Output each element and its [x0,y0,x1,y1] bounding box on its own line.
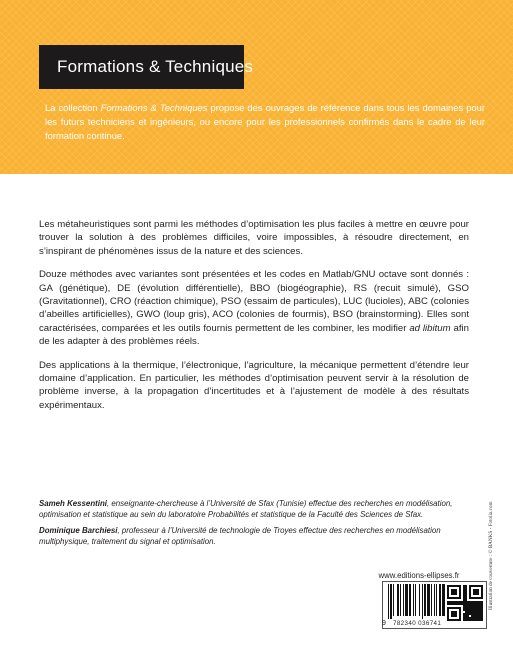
qr-module [475,615,477,617]
qr-module [471,613,473,615]
qr-module [481,611,483,613]
qr-module [461,603,463,605]
qr-module [473,589,475,591]
qr-module [475,601,477,603]
barcode-bar [427,584,430,616]
qr-module [467,615,469,617]
qr-module [463,593,465,595]
summary-paragraph-2-main: Douze méthodes avec variantes sont présentées et les codes en Matlab/GNU octave sont donnés : GA (génétique), DE (évolution différentielle), BBO (biogéographie), RS (recuit simulé), GSO (Gravitationnel), CRO (réaction chimique), PSO (essaim de particules), LUC (lucioles), ABC (colonies d’abeilles artificielles), GWO (loup gris), ACO (colonies de fourmis), BSO (brainstorming). Elles sont caractérisées, comparées et les outils fournis permettent de les combiner, les modifier [39,269,469,334]
collection-description [45,101,485,143]
publisher-website[interactable]: www.editions-ellipses.fr [378,571,460,580]
qr-module [455,619,457,621]
qr-module [451,613,453,615]
qr-module [469,587,471,589]
qr-module [447,585,449,587]
qr-module [463,607,465,609]
author-description: , professeur à l’Université de technologie de Troyes effectue des recherches en modélisation multiphysique, traitement du signal et optimisation. [39,526,441,546]
qr-module [473,607,475,609]
qr-module [455,593,457,595]
qr-module [473,615,475,617]
qr-module [479,601,481,603]
qr-module [451,601,453,603]
qr-module [453,607,455,609]
qr-module [451,591,453,593]
qr-module [459,615,461,617]
qr-module [473,617,475,619]
qr-module [463,613,465,615]
author-bio [39,526,477,547]
author-name: Dominique Barchiesi [39,526,118,536]
qr-module [467,619,469,621]
qr-module [475,593,477,595]
qr-module [459,595,461,597]
qr-module [481,597,483,599]
qr-module [475,603,477,605]
qr-module [447,587,449,589]
qr-module [463,591,465,593]
qr-module [451,611,453,613]
collection-name: Formations & Techniques [100,102,208,113]
qr-module [447,591,449,593]
qr-module [467,603,469,605]
qr-module [459,587,461,589]
qr-module [451,585,453,587]
summary-paragraph-3: Des applications à la thermique, l’électronique, l’agriculture, la mécanique permettent d’étendre leur domaine d’application. En particulier, les méthodes d’optimisation peuvent servir à la résolution de problème inverse, à la propagation d’incertitudes et à l’ajustement de modèle à des résultats expérimentaux. [39,359,469,411]
qr-module [465,585,467,587]
barcode-bar [415,584,416,616]
qr-module [459,585,461,587]
qr-module [465,619,467,621]
qr-module [451,597,453,599]
qr-module [479,619,481,621]
qr-module [471,601,473,603]
barcode-bar [390,584,392,619]
qr-module [453,613,455,615]
qr-module [447,619,449,621]
qr-module [469,591,471,593]
qr-module [473,593,475,595]
barcode-digits: 782340 036741 [393,620,442,627]
qr-module [457,607,459,609]
qr-module [465,595,467,597]
qr-module [447,607,449,609]
qr-module [473,605,475,607]
qr-module [473,619,475,621]
author-description: , enseignante-chercheuse à l’Université de Sfax (Tunisie) effectue des recherches en modélisation, optimisation et statistique au sein du laboratoire Probabilités et statistique de la Faculté des Sciences de Sfax. [39,499,453,519]
qr-module [465,609,467,611]
author-name: Sameh Kessentini [39,499,107,508]
qr-module [475,609,477,611]
qr-module [469,605,471,607]
qr-module [449,585,451,587]
qr-module [481,589,483,591]
qr-module [477,585,479,587]
summary-paragraph-2 [39,268,469,348]
barcode-bar [413,584,414,616]
qr-module [447,609,449,611]
cover-illustration-credit: Illustration de couverture : © BANKS - Fotolia.com [488,501,494,610]
qr-module [465,597,467,599]
qr-module [477,589,479,591]
qr-module [475,617,477,619]
qr-module [481,587,483,589]
qr-module [451,603,453,605]
qr-module [475,589,477,591]
qr-module [455,613,457,615]
qr-module [463,585,465,587]
qr-module [447,589,449,591]
qr-module [477,619,479,621]
qr-module [479,611,481,613]
qr-module [447,615,449,617]
barcode-bar [436,584,437,616]
barcode-bar [439,584,441,616]
qr-module [477,597,479,599]
qr-module [469,585,471,587]
qr-module [481,603,483,605]
qr-module [465,591,467,593]
barcode-bar [388,584,389,619]
qr-code[interactable] [447,585,483,621]
qr-module [475,597,477,599]
barcode-bar [400,584,401,616]
qr-module [481,607,483,609]
qr-module [465,601,467,603]
barcode-bar [409,584,411,616]
qr-module [453,589,455,591]
qr-module [477,609,479,611]
qr-module [455,615,457,617]
barcode-bar [442,584,445,616]
qr-module [471,597,473,599]
qr-module [455,607,457,609]
qr-module [473,597,475,599]
qr-module [465,615,467,617]
qr-module [471,617,473,619]
barcode-bar [431,584,432,616]
qr-module [475,619,477,621]
qr-module [481,605,483,607]
isbn-barcode [386,584,446,620]
qr-module [469,597,471,599]
qr-module [477,593,479,595]
qr-module [475,607,477,609]
barcode-bar [419,584,420,616]
qr-module [469,603,471,605]
qr-module [465,607,467,609]
qr-module [479,585,481,587]
collection-text-prefix: La collection [45,102,101,113]
qr-module [463,605,465,607]
qr-module [465,605,467,607]
qr-module [457,585,459,587]
qr-module [479,609,481,611]
qr-module [459,597,461,599]
qr-module [447,611,449,613]
qr-module [459,617,461,619]
qr-module [469,613,471,615]
qr-module [479,597,481,599]
qr-module [449,603,451,605]
qr-module [463,619,465,621]
qr-module [453,603,455,605]
qr-module [477,601,479,603]
qr-module [471,619,473,621]
qr-module [467,609,469,611]
qr-module [465,589,467,591]
qr-module [479,613,481,615]
qr-module [453,585,455,587]
qr-module [477,591,479,593]
qr-module [457,603,459,605]
qr-module [473,613,475,615]
qr-module [471,607,473,609]
qr-module [461,601,463,603]
qr-module [447,597,449,599]
qr-module [447,593,449,595]
qr-module [463,603,465,605]
ad-libitum-text: ad libitum [409,322,451,334]
collection-text-rest: propose des ouvrages de référence dans tous les domaines pour les futurs techniciens et ingénieurs, ou encore pour les professionnels confirmés dans le cadre de leur formation continue. [45,102,485,141]
qr-module [465,617,467,619]
qr-module [481,617,483,619]
qr-module [455,591,457,593]
qr-module [481,613,483,615]
qr-module [469,607,471,609]
qr-module [463,609,465,611]
qr-module [451,593,453,595]
summary-paragraph-1: Les métaheuristiques sont parmi les méthodes d’optimisation les plus faciles à mettre en œuvre pour trouver la solution à des problèmes difficiles, voire impossibles, à résoudre directement, en s’inspirant de phénomènes issus de la nature et des sciences. [39,219,469,257]
qr-module [481,595,483,597]
qr-module [465,587,467,589]
qr-module [479,617,481,619]
qr-module [481,615,483,617]
qr-module [471,585,473,587]
qr-module [459,609,461,611]
qr-module [475,585,477,587]
qr-module [459,601,461,603]
barcode-bar [393,584,394,616]
qr-module [453,591,455,593]
qr-module [467,611,469,613]
qr-module [453,619,455,621]
qr-module [477,615,479,617]
qr-module [477,607,479,609]
qr-module [449,607,451,609]
qr-module [463,601,465,603]
qr-module [455,589,457,591]
qr-module [473,609,475,611]
qr-module [481,601,483,603]
qr-module [455,611,457,613]
barcode-bar [403,584,404,616]
qr-module [481,591,483,593]
qr-module [471,615,473,617]
qr-module [467,601,469,603]
qr-module [479,607,481,609]
qr-module [463,615,465,617]
qr-module [477,603,479,605]
qr-module [459,619,461,621]
qr-module [449,601,451,603]
barcode-bar [434,584,435,616]
barcode-bar [397,584,399,616]
qr-module [463,599,465,601]
qr-module [471,603,473,605]
qr-module [455,597,457,599]
qr-module [465,613,467,615]
qr-module [481,585,483,587]
qr-module [475,613,477,615]
qr-module [459,607,461,609]
qr-module [465,603,467,605]
qr-module [469,619,471,621]
series-title: Formations & Techniques [39,45,244,89]
barcode-first-digit: 9 [382,620,386,627]
qr-module [467,607,469,609]
qr-module [455,603,457,605]
qr-module [451,615,453,617]
book-summary [39,218,469,422]
qr-module [453,611,455,613]
qr-module [455,585,457,587]
qr-module [473,601,475,603]
qr-module [471,609,473,611]
qr-module [447,617,449,619]
qr-module [465,611,467,613]
qr-module [449,619,451,621]
qr-module [473,611,475,613]
qr-module [477,617,479,619]
qr-module [459,589,461,591]
author-bios [39,499,477,553]
qr-module [463,617,465,619]
qr-module [473,585,475,587]
qr-module [447,601,449,603]
qr-module [457,619,459,621]
qr-module [453,593,455,595]
qr-module [473,603,475,605]
qr-module [469,593,471,595]
qr-module [469,611,471,613]
barcode-bar [405,584,408,616]
qr-module [471,605,473,607]
barcode-bar [424,584,426,616]
qr-module [469,595,471,597]
qr-module [481,609,483,611]
qr-module [453,601,455,603]
qr-module [451,607,453,609]
qr-module [481,593,483,595]
qr-module [479,615,481,617]
qr-module [447,613,449,615]
qr-module [451,589,453,591]
qr-module [475,611,477,613]
qr-module [447,595,449,597]
header-band [0,0,513,174]
qr-module [451,619,453,621]
qr-module [477,605,479,607]
qr-module [457,597,459,599]
qr-module [467,617,469,619]
qr-module [453,615,455,617]
qr-module [479,605,481,607]
qr-module [475,605,477,607]
qr-module [463,587,465,589]
barcode-bar [422,584,423,619]
qr-module [459,593,461,595]
qr-module [467,613,469,615]
qr-module [459,603,461,605]
qr-module [459,591,461,593]
qr-module [475,591,477,593]
qr-module [455,601,457,603]
qr-module [459,611,461,613]
qr-module [469,609,471,611]
qr-module [471,611,473,613]
qr-module [453,597,455,599]
qr-module [473,591,475,593]
qr-module [463,595,465,597]
qr-module [477,613,479,615]
qr-module [463,597,465,599]
qr-module [459,613,461,615]
qr-module [457,601,459,603]
qr-module [447,603,449,605]
summary-paragraph-2-end: afin de les adapter à des problèmes réels. [39,322,470,347]
qr-module [463,589,465,591]
qr-module [465,599,467,601]
qr-module [479,603,481,605]
qr-module [467,605,469,607]
qr-module [469,601,471,603]
qr-module [469,617,471,619]
author-bio [39,499,477,520]
qr-module [449,597,451,599]
qr-module [477,611,479,613]
qr-module [481,619,483,621]
qr-module [469,589,471,591]
qr-module [465,593,467,595]
